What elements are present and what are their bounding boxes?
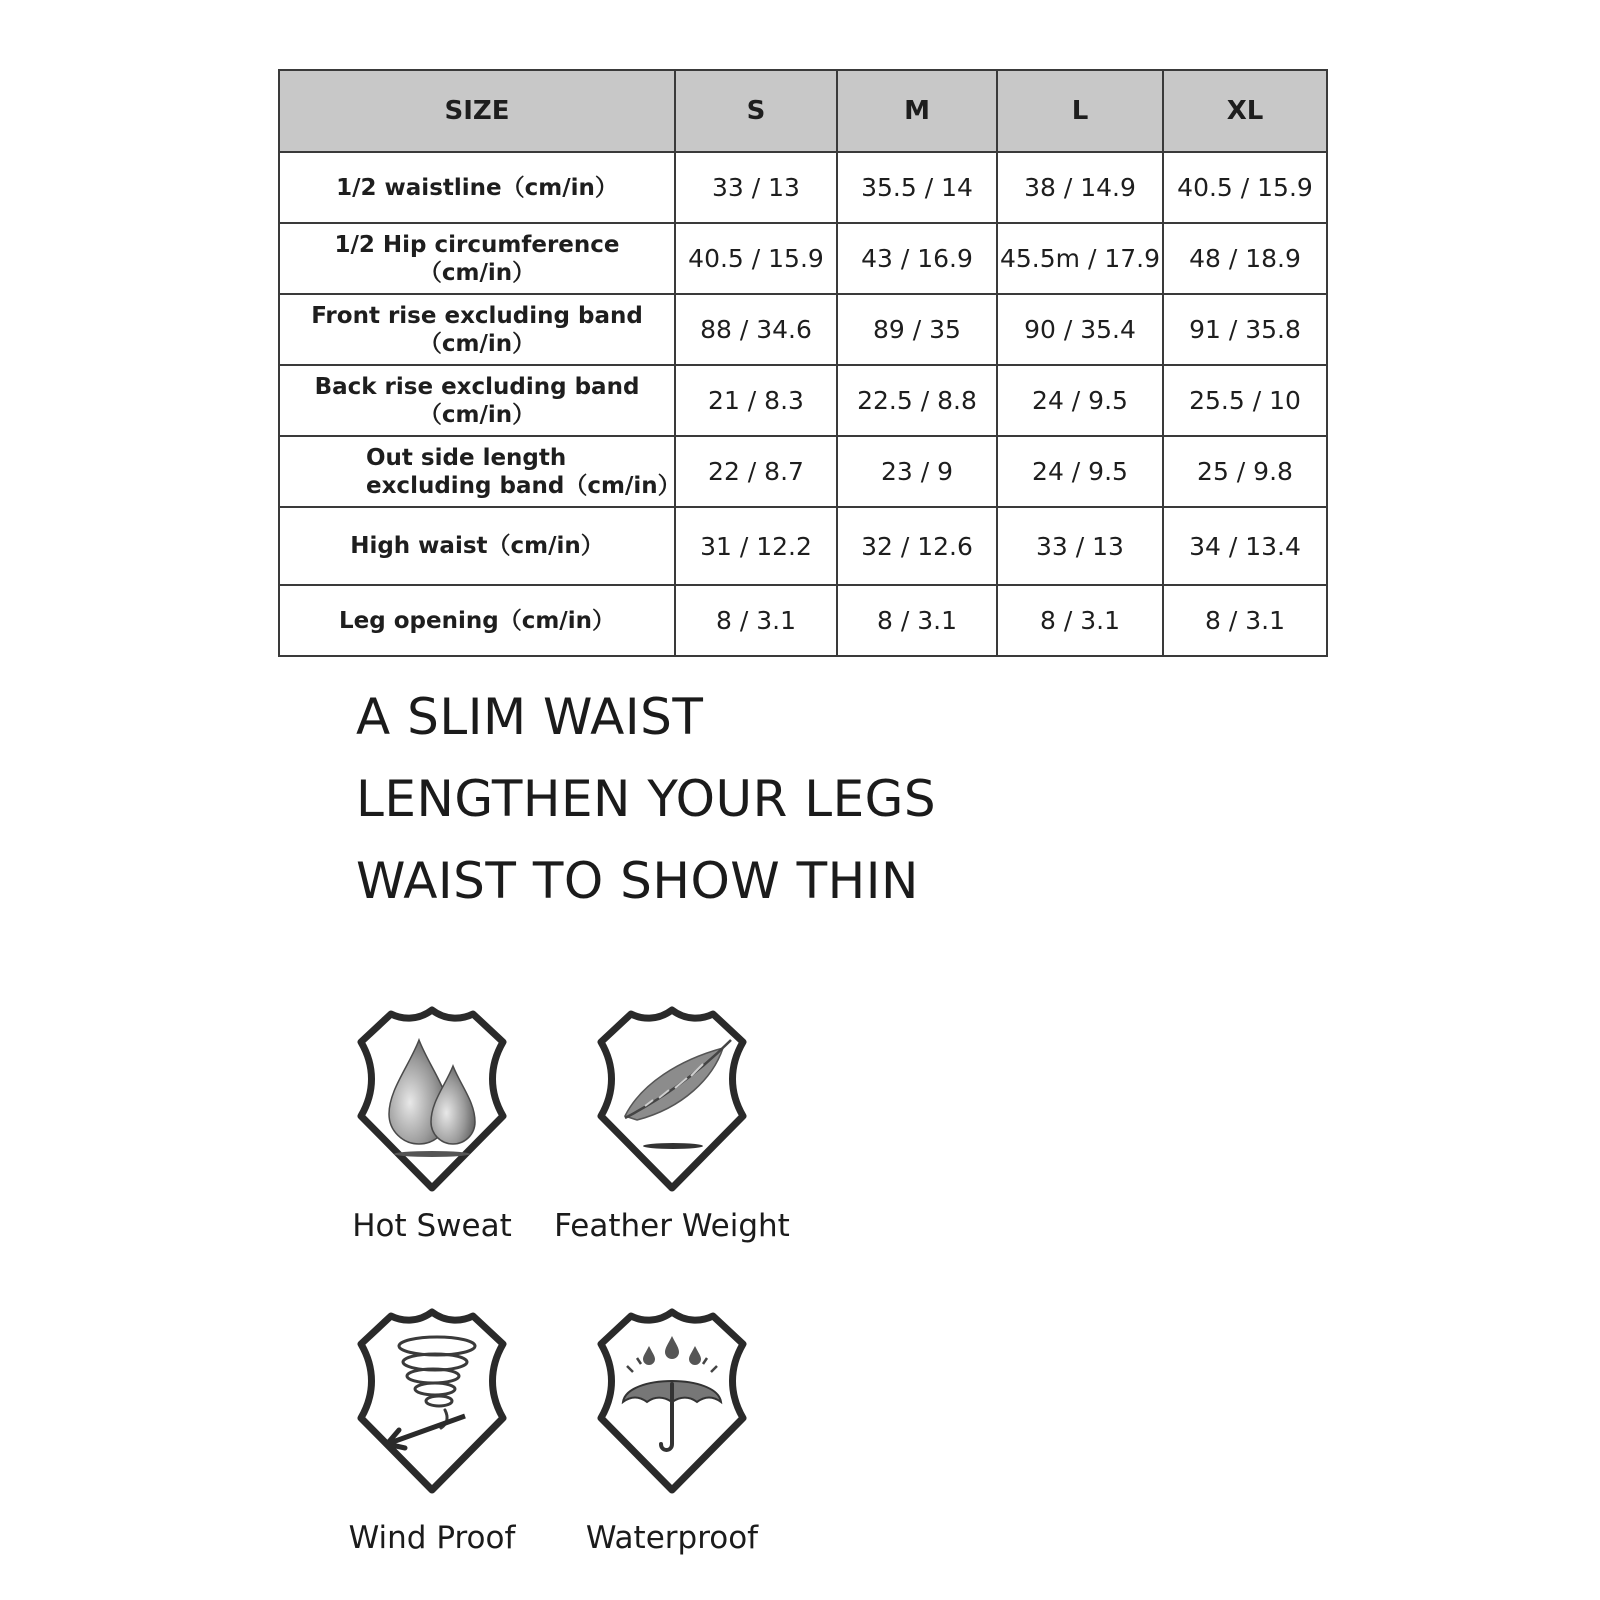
table-cell: 23 / 9 xyxy=(837,436,997,507)
table-cell: 33 / 13 xyxy=(997,507,1163,585)
table-row xyxy=(279,294,1327,365)
table-cell: 35.5 / 14 xyxy=(837,152,997,223)
table-cell: 32 / 12.6 xyxy=(837,507,997,585)
feature-waterproof xyxy=(552,1306,792,1556)
feather-icon xyxy=(597,1004,747,1194)
table-cell: 48 / 18.9 xyxy=(1163,223,1327,294)
table-cell: 21 / 8.3 xyxy=(675,365,837,436)
sweat-drops-icon xyxy=(357,1004,507,1194)
size-chart-table xyxy=(278,69,1328,657)
feature-label: Waterproof xyxy=(585,1520,759,1556)
row-label-front-rise: Front rise excluding band（cm/in） xyxy=(279,294,675,365)
row-label-line: Out side length xyxy=(366,444,567,471)
slogan-line: WAIST TO SHOW THIN xyxy=(356,852,919,910)
table-cell: 25 / 9.8 xyxy=(1163,436,1327,507)
slogan-block xyxy=(356,676,936,922)
table-row xyxy=(279,436,1327,507)
table-cell: 8 / 3.1 xyxy=(675,585,837,656)
table-cell: 40.5 / 15.9 xyxy=(675,223,837,294)
slogan-line: LENGTHEN YOUR LEGS xyxy=(356,770,937,828)
table-cell: 38 / 14.9 xyxy=(997,152,1163,223)
table-row xyxy=(279,152,1327,223)
table-cell: 24 / 9.5 xyxy=(997,365,1163,436)
feature-label: Hot Sweat xyxy=(352,1208,512,1244)
tornado-icon xyxy=(357,1306,507,1496)
slogan-line: A SLIM WAIST xyxy=(356,688,704,746)
feature-label: Wind Proof xyxy=(348,1520,516,1556)
table-row xyxy=(279,365,1327,436)
table-cell: 88 / 34.6 xyxy=(675,294,837,365)
table-cell: 31 / 12.2 xyxy=(675,507,837,585)
header-s: S xyxy=(675,70,837,152)
header-size: SIZE xyxy=(279,70,675,152)
row-label-line: excluding band（cm/in） xyxy=(366,472,681,499)
table-cell: 33 / 13 xyxy=(675,152,837,223)
feature-wind-proof xyxy=(312,1306,552,1556)
table-cell: 89 / 35 xyxy=(837,294,997,365)
size-chart-header-row xyxy=(279,70,1327,152)
table-cell: 45.5m / 17.9 xyxy=(997,223,1163,294)
feature-label: Feather Weight xyxy=(554,1208,790,1244)
row-label-back-rise: Back rise excluding band（cm/in） xyxy=(279,365,675,436)
table-cell: 22 / 8.7 xyxy=(675,436,837,507)
row-label-high-waist: High waist（cm/in） xyxy=(279,507,675,585)
table-cell: 40.5 / 15.9 xyxy=(1163,152,1327,223)
table-cell: 91 / 35.8 xyxy=(1163,294,1327,365)
row-label-waistline: 1/2 waistline（cm/in） xyxy=(279,152,675,223)
table-cell: 8 / 3.1 xyxy=(1163,585,1327,656)
header-m: M xyxy=(837,70,997,152)
table-cell: 34 / 13.4 xyxy=(1163,507,1327,585)
table-cell: 90 / 35.4 xyxy=(997,294,1163,365)
header-l: L xyxy=(997,70,1163,152)
table-row xyxy=(279,507,1327,585)
feature-feather-weight xyxy=(552,1004,792,1244)
umbrella-icon xyxy=(597,1306,747,1496)
header-xl: XL xyxy=(1163,70,1327,152)
table-row xyxy=(279,223,1327,294)
table-row xyxy=(279,585,1327,656)
table-cell: 22.5 / 8.8 xyxy=(837,365,997,436)
feature-hot-sweat xyxy=(312,1004,552,1244)
table-cell: 24 / 9.5 xyxy=(997,436,1163,507)
row-label-leg-opening: Leg opening（cm/in） xyxy=(279,585,675,656)
row-label-outside-length xyxy=(279,436,681,507)
table-cell: 8 / 3.1 xyxy=(997,585,1163,656)
table-cell: 25.5 / 10 xyxy=(1163,365,1327,436)
row-label-hip: 1/2 Hip circumference（cm/in） xyxy=(279,223,675,294)
table-cell: 43 / 16.9 xyxy=(837,223,997,294)
table-cell: 8 / 3.1 xyxy=(837,585,997,656)
